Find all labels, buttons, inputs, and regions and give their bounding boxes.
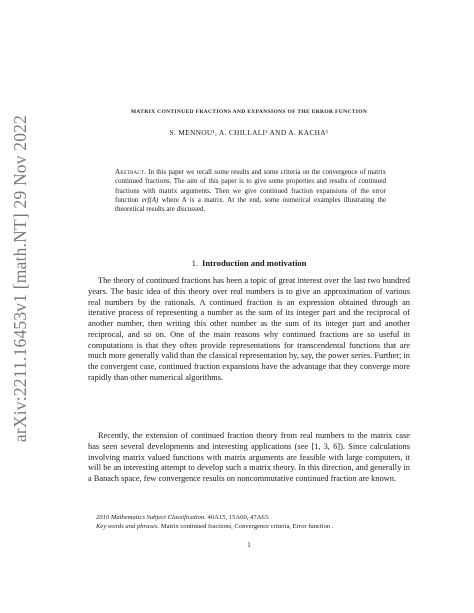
paper-authors: S. MENNOU¹, A. CHILLALI² AND A. KACHA¹ [169,128,329,137]
msc-label: 2010 Mathematics Subject Classification. [96,514,206,521]
body-paragraph-1: The theory of continued fractions has been a topic of great interest over the last two hundred years. The basic idea of this theory over real numbers is to give an approximation of various real numbers by the rationals. A continued fraction is an expression obtained through an iterative process of representing a number as the sum of its integer part and the reciprocal of another number, then writing this other number as the sum of its integer part and another reciprocal, and so on. One of the main reasons why continued fractions are so useful in computations is that they often provide representations for transcendental functions that are much more generally valid than the classical representation by, say, the power series. Further; in the convergent case, continued fraction expansions have the advantage that they converge more rapidly than other numerical algorithms. [88,276,410,382]
abstract-text-part2: where A is a matrix. At the end, some numerical examples illustrating the theoretical results are discussed. [115,195,386,214]
arxiv-identifier-text: arXiv:2211.16453v1 [math.NT] 29 Nov 2022 [10,114,31,442]
abstract-label: Abstract. [115,168,147,176]
abstract-function: erf(A) [141,195,159,204]
msc-classification [88,514,410,523]
keywords-label: Key words and phrases. [96,522,160,530]
footnotes [88,514,410,531]
abstract-text-part1: In this paper we recall some results and some criteria on the convergence of matrix continued fractions. The aim of this paper is to give some properties and results of continued fractions with matrix arguments. Then we give continued fraction expansions of the error function [115,168,386,204]
section-title: Introduction and motivation [202,258,307,268]
arxiv-identifier-stamp [3,114,39,442]
page-number: 1 [247,541,251,549]
section-number: 1. [191,258,199,268]
abstract-block [115,168,386,214]
paper-title: MATRIX CONTINUED FRACTIONS AND EXPANSIONS OF THE ERROR FUNCTION [130,109,368,115]
body-paragraph-2: Recently, the extension of continued fraction theory from real numbers to the matrix case has seen several developments and interesting applications (see [1, 3, 6]). Since calculations involving matrix valued functions with matrix arguments are feasible with large computers, it will be an interesting attempt to develop such a matrix theory. In this direction, and generally in a Banach space, few convergence results on noncommutative continued fraction are known. [88,431,410,483]
msc-value: 40A15, 15A60, 47A63. [205,514,270,521]
keywords-value: Matrix continued fractions, Convergence criteria, Error function . [159,522,334,530]
section-heading [88,258,410,268]
keywords [88,523,410,532]
